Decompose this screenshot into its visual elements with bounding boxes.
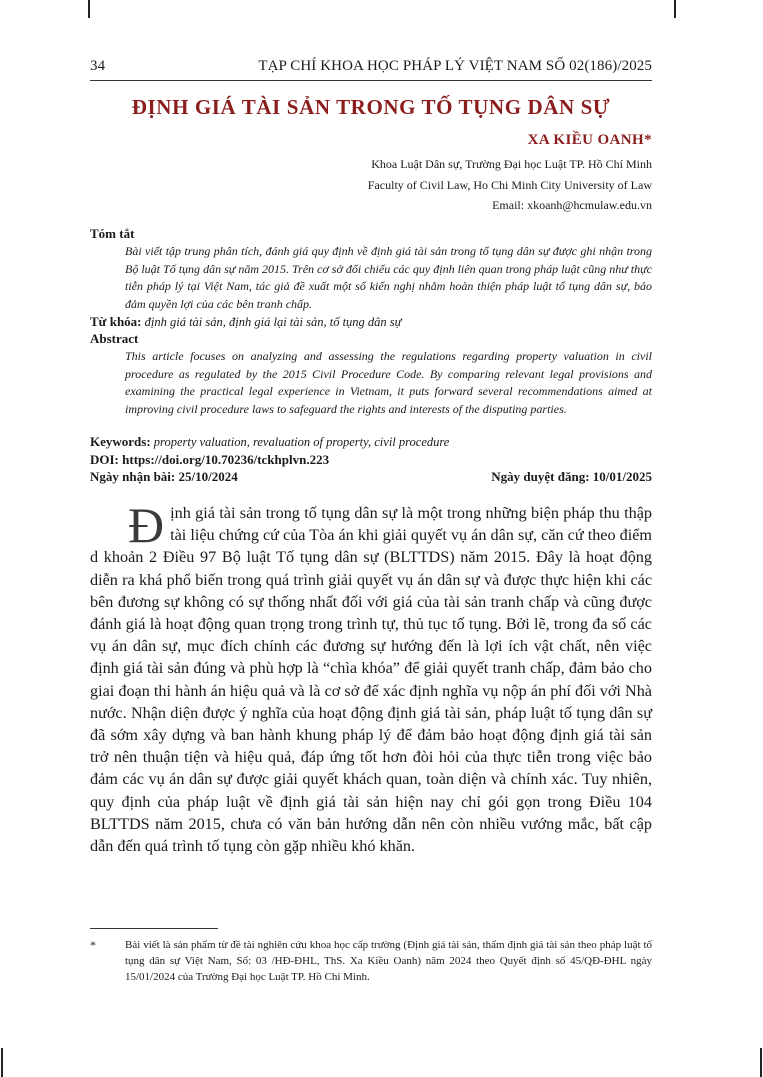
running-header: [90, 58, 652, 78]
author-email: Email: xkoanh@hcmulaw.edu.vn: [492, 198, 652, 212]
crop-mark-bottom-right: [760, 1048, 762, 1077]
affiliation-vi: Khoa Luật Dân sự, Trường Đại học Luật TP. Hồ Chí Minh: [371, 157, 652, 171]
abstract-keywords-value: property valuation, revaluation of property, civil procedure: [153, 435, 450, 449]
abstract-text: This article focuses on analyzing and assessing the regulations regarding property valuation in civil procedure as regulated by the 2015 Civil Procedure Code. By comparing relevant legal provisions and examining the practical legal experience in Vietnam, it puts forward several recommendations aimed at improving civil procedure laws to safeguard the rights and interests of the disputing parties.: [125, 349, 652, 416]
abstract-heading: Abstract: [90, 331, 139, 346]
body-paragraph: [90, 497, 652, 857]
doi-line: DOI: https://doi.org/10.70236/tckhplvn.223: [90, 452, 330, 467]
summary-keywords-label: Từ khóa:: [90, 314, 142, 329]
footnote-mark: *: [90, 938, 96, 952]
author-name: XA KIỀU OANH*: [527, 132, 652, 148]
footnote-text: Bài viết là sản phẩm từ đề tài nghiên cứu khoa học cấp trường (Định giá tài sản, thẩm định giá tài sản theo pháp luật tố tụng dân sự Việt Nam, Số: 03 /HĐ-ĐHL, ThS. Xa Kiều Oanh) năm 2024 theo Quyết định số 45/QĐ-ĐHL ngày 15/01/2024 của Trường Đại học Luật TP. Hồ Chí Minh.: [125, 939, 652, 983]
page-number: 34: [90, 58, 106, 74]
summary-text: Bài viết tập trung phân tích, đánh giá quy định về định giá tài sản trong tố tụng dân sự được ghi nhận trong Bộ luật Tố tụng dân sự năm 2015. Trên cơ sở đối chiếu các quy định liên quan trong pháp luật cũng như thực tiễn pháp lý tại Việt Nam, tác giả đề xuất một số kiến nghị nhằm hoàn thiện pháp luật tố tụng dân sự, bảo đảm quyền lợi của các bên tranh chấp.: [125, 244, 652, 311]
received-date: Ngày nhận bài: 25/10/2024: [90, 469, 238, 484]
abstract-keywords-label: Keywords:: [90, 434, 151, 449]
crop-mark-top-right: [674, 0, 676, 18]
footnote-rule: [90, 928, 218, 929]
date-line: [90, 469, 652, 485]
accepted-date: Ngày duyệt đăng: 10/01/2025: [491, 469, 652, 484]
crop-mark-top-left: [88, 0, 90, 18]
abstract-keywords: [90, 434, 652, 450]
drop-cap: Đ: [128, 497, 165, 553]
header-rule: [90, 80, 652, 81]
affiliation-en: Faculty of Civil Law, Ho Chi Minh City University of Law: [367, 178, 652, 192]
summary-keywords-value: định giá tài sản, định giá lại tài sản, tố tụng dân sự: [144, 315, 402, 329]
journal-title: TẠP CHÍ KHOA HỌC PHÁP LÝ VIỆT NAM SỐ 02(186)/2025: [258, 58, 652, 74]
body-paragraph-text: ịnh giá tài sản trong tố tụng dân sự là một trong những biện pháp thu thập tài liệu chứng cứ của Tòa án khi giải quyết vụ án dân sự, căn cứ theo điểm d khoản 2 Điều 97 Bộ luật Tố tụng dân sự (BLTTDS) năm 2015. Đây là hoạt động diễn ra khá phổ biến trong quá trình giải quyết vụ án dân sự và được thực hiện khi các bên đương sự không có sự thống nhất đối với giá của tài sản tranh chấp và cũng được đánh giá là hoạt động quan trọng trong trình tự, thủ tục tố tụng. Bởi lẽ, trong đa số các vụ án dân sự, mục đích chính các đương sự hướng đến là lợi ích vật chất, nên việc định giá tài sản đúng và phù hợp là “chìa khóa” để giải quyết tranh chấp, đảm bảo cho giai đoạn thi hành án hiệu quả và là cơ sở để xác định nghĩa vụ nộp án phí đối với Nhà nước. Nhận diện được ý nghĩa của hoạt động định giá tài sản, pháp luật tố tụng dân sự đã sớm xây dựng và ban hành khung pháp lý để đảm bảo hoạt động định giá tài sản trở nên thuận tiện và hiệu quả, đáp ứng tốt hơn đòi hỏi của thực tiễn trong việc bảo đảm các vụ án dân sự được giải quyết khách quan, toàn diện và chính xác. Tuy nhiên, quy định của pháp luật về định giá tài sản hiện nay chỉ gói gọn trong Điều 104 BLTTDS năm 2015, chưa có văn bản hướng dẫn nên còn nhiều vướng mắc, bất cập dẫn đến quá trình tố tụng còn gặp nhiều khó khăn.: [90, 504, 652, 856]
article-title: ĐỊNH GIÁ TÀI SẢN TRONG TỐ TỤNG DÂN SỰ: [131, 95, 611, 119]
summary-heading: Tóm tắt: [90, 226, 135, 241]
crop-mark-bottom-left: [1, 1048, 3, 1077]
summary-keywords: [90, 314, 652, 330]
